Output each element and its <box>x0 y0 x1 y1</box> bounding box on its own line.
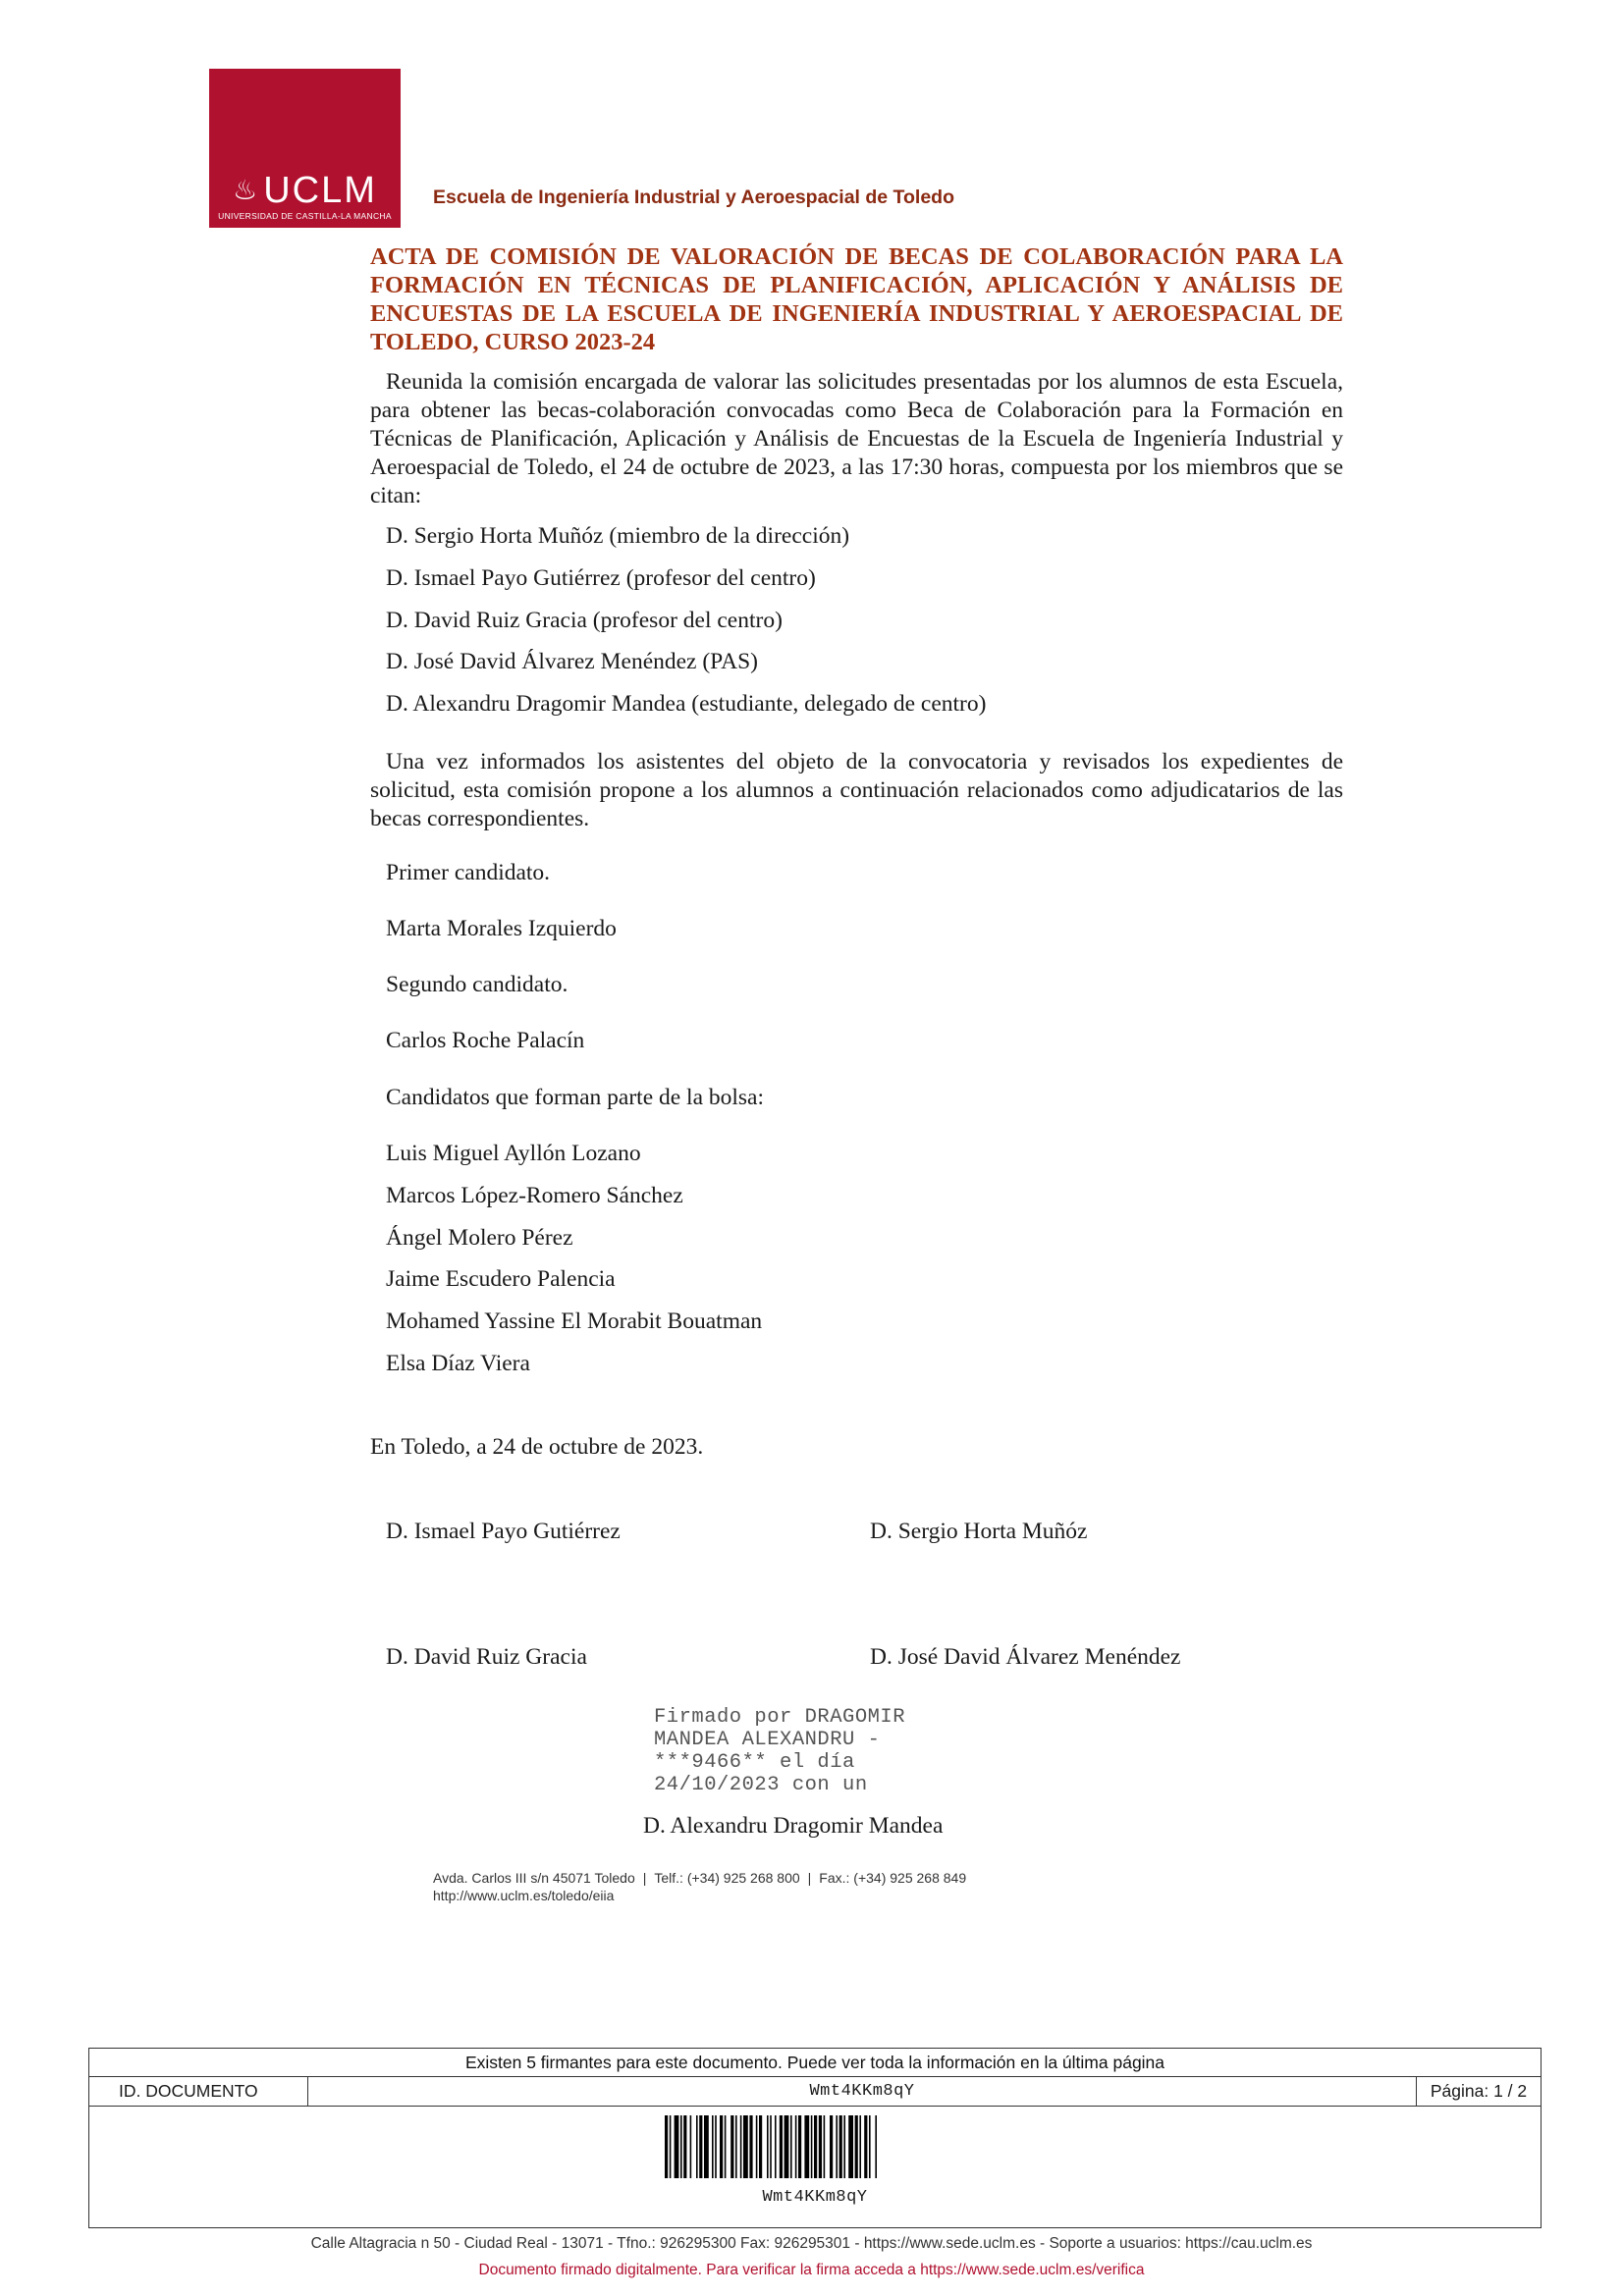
barcode-bar <box>740 2115 742 2178</box>
barcode-bar <box>775 2115 777 2178</box>
barcode-bar <box>730 2115 733 2178</box>
barcode-bar <box>683 2115 686 2178</box>
barcode-bar <box>869 2115 871 2178</box>
barcode-bar <box>855 2115 858 2178</box>
barcode-bar <box>795 2115 797 2178</box>
document-id-label: ID. DOCUMENTO <box>89 2077 308 2106</box>
page-indicator: Página: 1 / 2 <box>1430 2081 1528 2101</box>
signature-payo: D. Ismael Payo Gutiérrez <box>386 1519 621 1544</box>
footer-url[interactable]: http://www.uclm.es/toledo/eiia <box>433 1888 615 1903</box>
barcode-bar <box>712 2115 714 2178</box>
barcode-bar <box>814 2115 817 2178</box>
barcode-bar <box>759 2115 762 2178</box>
pool-item: Elsa Díaz Viera <box>386 1351 530 1376</box>
barcode-bar <box>715 2115 717 2178</box>
torch-icon: ♨ <box>233 175 260 205</box>
signed-notice: Documento firmado digitalmente. Para verificar la firma acceda a https://www.sede.uclm.es/verifica <box>478 2262 1145 2278</box>
barcode-bar <box>704 2115 709 2178</box>
closing-line: En Toledo, a 24 de octubre de 2023. <box>370 1434 704 1460</box>
document-id-row <box>89 2077 1541 2107</box>
barcode-bar <box>784 2115 789 2178</box>
barcode-bar <box>680 2115 682 2178</box>
second-candidate-name: Carlos Roche Palacín <box>386 1028 585 1053</box>
barcode-bar <box>770 2115 772 2178</box>
first-candidate-name: Marta Morales Izquierdo <box>386 916 617 941</box>
school-name: Escuela de Ingeniería Industrial y Aeroespacial de Toledo <box>433 187 955 208</box>
document-title: ACTA DE COMISIÓN DE VALORACIÓN DE BECAS DE COLABORACIÓN PARA LA FORMACIÓN EN TÉCNICAS DE PLANIFICACIÓN, APLICACIÓN Y ANÁLISIS DE ENCUESTAS DE LA ESCUELA DE INGENIERÍA INDUSTRIAL Y AEROESPACIAL DE TOLEDO, CURSO 2023-24 <box>370 243 1343 355</box>
barcode-bar <box>804 2115 809 2178</box>
pool-label: Candidatos que forman parte de la bolsa: <box>386 1085 765 1110</box>
barcode-bar <box>790 2115 792 2178</box>
member-item: D. Alexandru Dragomir Mandea (estudiante, delegado de centro) <box>386 691 987 717</box>
barcode-bar <box>780 2115 783 2178</box>
resolution-paragraph: Una vez informados los asistentes del objeto de la convocatoria y revisados los expedientes de solicitud, esta comisión propone a los alumnos a continuación relacionados como adjudicatarios de las becas correspondientes. <box>370 749 1343 831</box>
intro-paragraph: Reunida la comisión encargada de valorar las solicitudes presentadas por los alumnos de esta Escuela, para obtener las becas-colaboración convocadas como Beca de Colaboración para la Formación en Técnicas de Planificación, Aplicación y Análisis de Encuestas de la Escuela de Ingeniería Industrial y Aeroespacial de Toledo, el 24 de octubre de 2023, a las 17:30 horas, compuesta por los miembros que se citan: <box>370 369 1343 508</box>
member-item: D. José David Álvarez Menéndez (PAS) <box>386 649 758 674</box>
barcode-bar <box>811 2115 813 2178</box>
logo-subtitle: UNIVERSIDAD DE CASTILLA-LA MANCHA <box>218 211 392 221</box>
barcode-bar <box>696 2115 698 2178</box>
sede-contact: Calle Altagracia n 50 - Ciudad Real - 13071 - Tfno.: 926295300 Fax: 926295301 - https://www.sede.uclm.es - Soporte a usuarios: https://cau.uclm.es <box>310 2235 1313 2252</box>
digital-signature-stamp: Firmado por DRAGOMIR MANDEA ALEXANDRU - ***9466** el día 24/10/2023 con un <box>654 1706 906 1796</box>
pool-item: Ángel Molero Pérez <box>386 1225 573 1251</box>
barcode-bar <box>699 2115 702 2178</box>
barcode-bar <box>798 2115 801 2178</box>
barcode-bar <box>720 2115 723 2178</box>
barcode-bar <box>690 2115 692 2178</box>
barcode-bar <box>767 2115 769 2178</box>
member-item: D. Sergio Horta Muñóz (miembro de la dirección) <box>386 523 850 549</box>
uclm-logo <box>209 69 401 228</box>
footer-address: Avda. Carlos III s/n 45071 Toledo | Telf.: (+34) 925 268 800 | Fax.: (+34) 925 268 849 http://www.uclm.es/toledo/eiia <box>433 1870 967 1903</box>
barcode-bar <box>859 2115 861 2178</box>
barcode-bar <box>725 2115 727 2178</box>
barcode-bar <box>819 2115 822 2178</box>
member-item: D. David Ruiz Gracia (profesor del centro) <box>386 608 783 633</box>
barcode-bar <box>670 2115 672 2178</box>
barcode-bar <box>735 2115 737 2178</box>
pool-item: Luis Miguel Ayllón Lozano <box>386 1141 641 1166</box>
barcode-bar <box>830 2115 833 2178</box>
document-id-code: Wmt4KKm8qY <box>308 2077 1417 2106</box>
logo-wordmark: ♨ UCLM <box>233 170 377 211</box>
signature-alvarez: D. José David Álvarez Menéndez <box>870 1644 1181 1670</box>
barcode-bar <box>864 2115 867 2178</box>
signature-dragomir: D. Alexandru Dragomir Mandea <box>643 1813 944 1839</box>
barcode-bar <box>875 2115 877 2178</box>
barcode-bar <box>749 2115 752 2178</box>
barcode-bar <box>665 2115 668 2178</box>
pool-item: Marcos López-Romero Sánchez <box>386 1183 683 1208</box>
barcode <box>665 2115 967 2178</box>
pool-item: Mohamed Yassine El Morabit Bouatman <box>386 1308 763 1334</box>
pool-item: Jaime Escudero Palencia <box>386 1266 616 1292</box>
verification-box <box>88 2048 1542 2228</box>
signature-ruiz: D. David Ruiz Gracia <box>386 1644 587 1670</box>
first-candidate-label: Primer candidato. <box>386 860 551 885</box>
member-item: D. Ismael Payo Gutiérrez (profesor del centro) <box>386 565 816 591</box>
barcode-bar <box>743 2115 748 2178</box>
barcode-code: Wmt4KKm8qY <box>762 2188 868 2207</box>
barcode-bar <box>824 2115 826 2178</box>
barcode-bar <box>843 2115 845 2178</box>
barcode-bar <box>675 2115 679 2178</box>
second-candidate-label: Segundo candidato. <box>386 972 568 997</box>
signers-notice: Existen 5 firmantes para este documento. Puede ver toda la información en la última página <box>89 2049 1541 2077</box>
signature-horta: D. Sergio Horta Muñóz <box>870 1519 1088 1544</box>
barcode-bar <box>756 2115 758 2178</box>
barcode-bar <box>848 2115 853 2178</box>
barcode-bar <box>839 2115 842 2178</box>
barcode-bar <box>836 2115 838 2178</box>
